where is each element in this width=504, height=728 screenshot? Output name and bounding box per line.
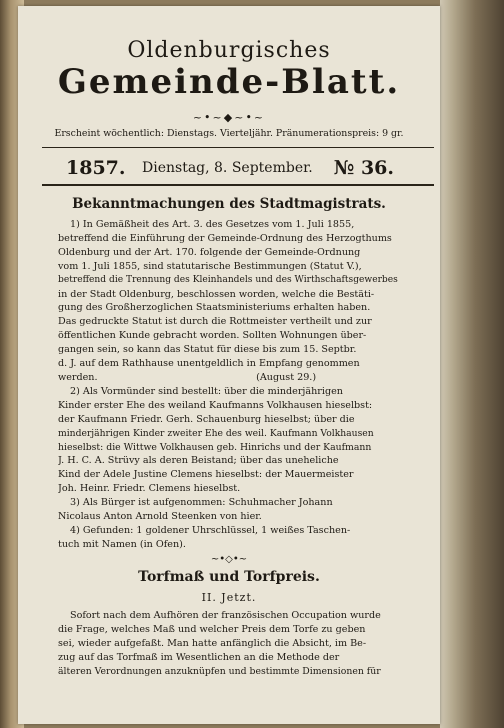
masthead-title: Gemeinde-Blatt.	[57, 62, 401, 102]
section2-subheading: II. Jetzt.	[201, 591, 257, 604]
rule-top	[42, 147, 434, 148]
section2-heading: Torfmaß und Torfpreis.	[138, 569, 320, 585]
text-line: Joh. Heinr. Friedr. Clemens hieselbst.	[58, 483, 241, 495]
section2-body	[58, 609, 436, 679]
issue-number: № 36.	[333, 157, 394, 179]
text-line: hieselbst: die Wittwe Volkhausen geb. Hinrichs und der Kaufmann	[58, 441, 372, 453]
text-line: sei, wieder aufgefaßt. Man hatte anfänglich die Absicht, im Be-	[58, 637, 367, 649]
text-line: vom 1. Juli 1855, sind statutarische Bestimmungen (Statut V.),	[58, 260, 362, 272]
text-line: 2) Als Vormünder sind bestellt: über die minderjährigen	[70, 385, 343, 397]
newspaper-page	[18, 6, 440, 724]
text-line: J. H. C. A. Strüvy als deren Beistand; über das uneheliche	[58, 455, 339, 467]
masthead-ornament: ~•~◆~•~	[192, 111, 266, 124]
text-line: in der Stadt Oldenburg, beschlossen worden, welche die Bestäti-	[58, 288, 375, 300]
text-line: 4) Gefunden: 1 goldener Uhrschlüssel, 1 weißes Taschen-	[70, 524, 351, 536]
text-line: gung des Großherzoglichen Staatsministeriums erhalten haben.	[58, 302, 371, 314]
text-line: minderjährigen Kinder zweiter Ehe des weil. Kaufmann Volkhausen	[58, 427, 374, 439]
text-line: tuch mit Namen (in Ofen).	[58, 538, 186, 550]
text-line: werden. (August 29.)	[58, 371, 317, 383]
text-line: die Frage, welches Maß und welcher Preis dem Torfe zu geben	[58, 623, 366, 635]
publication-info: Erscheint wöchentlich: Dienstags. Vierteljähr. Pränumerationspreis: 9 gr.	[54, 128, 404, 139]
masthead-line1: Oldenburgisches	[127, 38, 331, 63]
text-line: betreffend die Einführung der Gemeinde-Ordnung des Herzogthums	[58, 232, 392, 244]
text-line: öffentlichen Kunde gebracht worden. Sollten Wohnungen über-	[58, 330, 367, 342]
text-line: Sofort nach dem Aufhören der französischen Occupation wurde	[70, 610, 381, 621]
text-line: Kind der Adele Justine Clemens hieselbst: der Mauermeister	[58, 469, 354, 481]
text-line: Nicolaus Anton Arnold Steenken von hier.	[58, 511, 262, 523]
issue-date: Dienstag, 8. September.	[142, 160, 313, 176]
text-line: d. J. auf dem Rathhause unentgeldlich in Empfang genommen	[58, 358, 360, 370]
text-line: zug auf das Torfmaß im Wesentlichen an die Methode der	[58, 651, 340, 663]
rule-bottom	[42, 184, 434, 186]
text-line: gangen sein, so kann das Statut für diese bis zum 15. Septbr.	[58, 344, 357, 356]
text-line: Kinder erster Ehe des weiland Kaufmanns Volkhausen hieselbst:	[58, 399, 373, 411]
text-line: Das gedruckte Statut ist durch die Rottmeister vertheilt und zur	[58, 316, 372, 328]
text-line: betreffend die Trennung des Kleinhandels und des Wirthschaftsgewerbes	[58, 274, 398, 285]
text-line: der Kaufmann Friedr. Gerh. Schauenburg hieselbst; über die	[58, 413, 355, 425]
dateline	[42, 157, 434, 181]
section2-ornament: ~•◇•~	[210, 554, 248, 565]
text-line: 1) In Gemäßheit des Art. 3. des Gesetzes vom 1. Juli 1855,	[70, 219, 355, 230]
text-line: älteren Verordnungen anzuknüpfen und bestimmte Dimensionen für	[58, 665, 381, 677]
text-line: 3) Als Bürger ist aufgenommen: Schuhmacher Johann	[70, 497, 333, 509]
page-edges	[440, 0, 504, 728]
section1-body	[58, 218, 436, 552]
section1-heading: Bekanntmachungen des Stadtmagistrats.	[72, 196, 386, 212]
issue-year: 1857.	[66, 157, 126, 179]
text-line: Oldenburg und der Art. 170. folgende der Gemeinde-Ordnung	[58, 246, 361, 258]
